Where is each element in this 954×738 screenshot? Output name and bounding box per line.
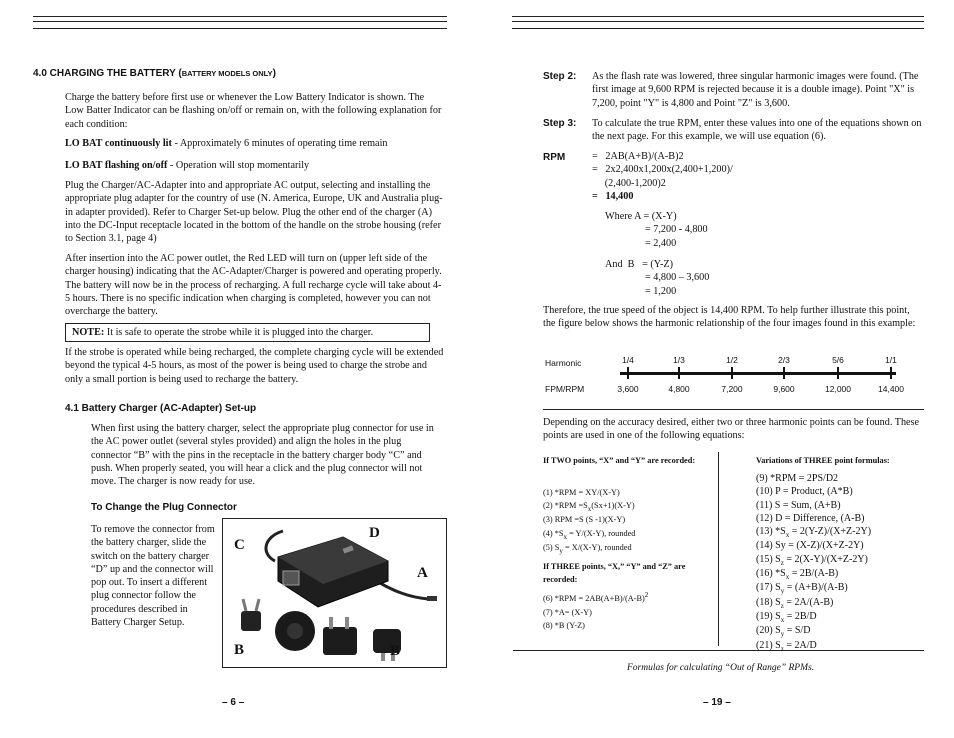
harmonic-fraction-label: 1/3 — [673, 355, 685, 365]
formula-line: (19) $S_x = 2B/D$ — [756, 610, 817, 624]
formula-line: (7) *A= (X-Y) — [543, 608, 592, 618]
top-rule — [33, 21, 447, 22]
top-rule — [512, 16, 924, 17]
lo-bat-continuous-label: LO BAT continuously lit — [65, 138, 172, 149]
lo-bat-continuous — [65, 137, 445, 150]
harmonic-tick — [837, 367, 839, 379]
formula-line: (12) D = Difference, (A-B) — [756, 512, 865, 524]
andb-line: = 1,200 — [645, 285, 677, 297]
subsection-paragraph: When first using the battery charger, select the appropriate plug connector for use in the AC power outlet (several styles provided) and align the holes in the plug connector “B” with the pins in the receptacle in the battery charger body “C” and push. When properly seated, you will hear a click and the plug connector will not move. The charger is now ready for use. — [91, 423, 434, 488]
formula-line: (10) P = Product, (A*B) — [756, 486, 853, 498]
harmonic-tick — [627, 367, 629, 379]
step3-label: Step 3: — [543, 118, 577, 129]
formula-line: (3) RPM =S (S -1)(X-Y) — [543, 515, 626, 525]
harmonic-fraction-label: 2/3 — [778, 355, 790, 365]
harmonic-tick — [783, 367, 785, 379]
where-a — [605, 210, 805, 250]
and-b — [605, 258, 805, 298]
note-text: It is safe to operate the strobe while it is plugged into the charger. — [104, 327, 374, 338]
strobe-recharge-paragraph: If the strobe is operated while being recharged, the complete charging cycle will be extended beyond the typical 4-5 hours, as most of the power is being used to charge the strobe and only a small portion is being used to recharge the battery. — [65, 347, 444, 385]
fpm-label: FPM/RPM — [545, 384, 585, 394]
plug-adapter-na — [323, 617, 357, 655]
formula-line: (9) *RPM = 2PS/D2 — [756, 473, 839, 484]
rpm-result: = 14,400 — [592, 190, 634, 202]
subsection-title: 4.1 Battery Charger (AC-Adapter) Set-up — [65, 403, 257, 414]
formula-line: (13) $*S_x = 2(Y-Z)/(X+Z-2Y)$ — [756, 526, 872, 540]
formula-line: (5) $S_y = X/(X-Y)$, rounded — [543, 542, 632, 555]
section-title-close: ) — [272, 68, 276, 79]
formula-line: (18) $S_z = 2A/(A-B)$ — [756, 596, 834, 610]
harmonic-fraction-label: 1/2 — [726, 355, 738, 365]
harmonic-axis-line — [620, 372, 896, 375]
harmonic-tick — [731, 367, 733, 379]
dc-plug-a — [427, 596, 437, 601]
harmonic-tick — [678, 367, 680, 379]
harmonic-fraction-label: 1/4 — [622, 355, 634, 365]
where-line: = 7,200 - 4,800 — [645, 224, 708, 236]
rpm-equation — [592, 150, 792, 203]
therefore-paragraph: Therefore, the true speed of the object is 14,400 RPM. To help further illustrate this point, the figure below shows the harmonic relationship of the four images found in this example: — [543, 305, 916, 330]
divider-rule — [543, 409, 924, 410]
formula-line: (8) *B (Y-Z) — [543, 621, 585, 631]
photo-label-d: D — [369, 525, 380, 541]
section-title-main: 4.0 CHARGING THE BATTERY ( — [33, 68, 182, 79]
figure-caption: Formulas for calculating “Out of Range” RPMs. — [627, 663, 815, 673]
two-points-list — [543, 486, 718, 555]
rpm-line: (2,400-1,200)2 — [592, 177, 666, 189]
lo-bat-flashing-label: LO BAT flashing on/off — [65, 160, 168, 171]
formula-line: (4) $*S_x = Y/(X-Y)$, rounded — [543, 528, 636, 541]
bottom-rule — [513, 650, 924, 651]
fpm-value-label: 4,800 — [668, 384, 690, 394]
formula-line: (16) $*S_x = 2B/(A-B)$ — [756, 568, 839, 582]
photo-label-c: C — [234, 537, 245, 553]
top-rule — [512, 21, 924, 22]
depending-paragraph: Depending on the accuracy desired, either two or three harmonic points can be found. These points are used in one of the following equations: — [543, 417, 920, 442]
harmonic-tick — [890, 367, 892, 379]
lo-bat-continuous-text: - Approximately 6 minutes of operating time remain — [171, 138, 388, 149]
lo-bat-flashing — [65, 159, 445, 172]
note-box — [65, 323, 430, 342]
photo-label-a: A — [417, 565, 428, 581]
formula-line: (6) $*RPM = 2AB(A+B)/(A-B)^2$ — [543, 591, 649, 603]
photo-label-b-left: B — [234, 642, 245, 658]
note-label: NOTE: — [72, 327, 105, 338]
formula-line: (14) Sy = (X-Z)/(X+Z-2Y) — [756, 540, 864, 552]
fpm-value-label: 14,400 — [878, 384, 904, 394]
harmonic-fraction-label: 5/6 — [832, 355, 844, 365]
page-number-right: – 19 – — [703, 697, 731, 708]
plug-adapter-europe — [241, 599, 261, 631]
andb-line: And B = (Y-Z) — [605, 259, 673, 270]
charger-illustration — [223, 519, 446, 667]
intro-paragraph: Charge the battery before first use or whenever the Low Battery Indicator is shown. The Low Batter Indicator can be flashing on/off or remain on, with the following explanation for each condition: — [65, 92, 442, 130]
formula-line: (11) S = Sum, (A+B) — [756, 499, 841, 511]
photo-label-b-right: B — [390, 643, 401, 659]
top-rule — [33, 28, 447, 29]
formula-line: (21) $S_z = 2A/D$ — [756, 639, 817, 653]
formula-line: (2) $*RPM =S_x(Sx+1)(X-Y)$ — [543, 501, 635, 514]
after-insertion-paragraph: After insertion into the AC power outlet, the Red LED will turn on (upper left side of the charger housing) indicating that the AC-Adapter/Charger is powered and operating properly. The battery will now be in the process of recharging. A full recharge cycle will take about 4-5 hours. There is no specific indication when charging is completed, however you can not overcharge the battery. — [65, 253, 442, 318]
formula-line: (1) *RPM = XY/(X-Y) — [543, 488, 620, 497]
variations-list — [756, 472, 926, 653]
step3-text: To calculate the true RPM, enter these values into one of the equations shown on the next page. For this example, we will use equation (6). — [592, 118, 922, 143]
section-title-small-caps: BATTERY MODELS ONLY — [181, 69, 273, 78]
variations-title: Variations of THREE point formulas: — [756, 456, 890, 465]
formula-line: (20) $S_y = S/D$ — [756, 625, 811, 639]
rpm-line: = 2x2,400x1,200x(2,400+1,200)/ — [592, 164, 733, 176]
step2-text: As the flash rate was lowered, three singular harmonic images were found. (The first image at 9,600 RPM is rejected because it is a double image). Point "X" is 7,200, point "Y" is 4,800 and Point "Z" is 3,600. — [592, 71, 919, 109]
top-rule — [33, 16, 447, 17]
page-number-left: – 6 – — [222, 697, 245, 708]
plug-receptacle — [283, 571, 299, 585]
fpm-value-label: 9,600 — [773, 384, 795, 394]
step2-label: Step 2: — [543, 71, 577, 82]
formula-line: (15) $S_z = 2(X-Y)/(X+Z-2Y)$ — [756, 553, 868, 567]
fpm-value-label: 3,600 — [617, 384, 639, 394]
formula-line: (17) $S_y = (A+B)/(A-B)$ — [756, 582, 848, 596]
rpm-line: = 2AB(A+B)/(A-B)2 — [592, 151, 684, 162]
change-plug-title: To Change the Plug Connector — [91, 502, 237, 513]
change-plug-paragraph: To remove the connector from the battery charger, slide the switch on the battery charger “D” up and the connector will pop out. To insert a different plug connector follow the procedures described in Battery Charger Setup. — [91, 524, 215, 629]
plug-adapter-australia — [275, 611, 315, 651]
harmonic-fraction-label: 1/1 — [885, 355, 897, 365]
section-title — [33, 68, 276, 79]
top-rule — [512, 28, 924, 29]
where-line: Where A = (X-Y) — [605, 211, 677, 222]
rpm-label: RPM — [543, 152, 566, 163]
plug-paragraph: Plug the Charger/AC-Adapter into and appropriate AC output, selecting and installing the appropriate plug adapter for the country of use (N. America, Europe, UK and Australia plug-in adapter provided). Refer to Charger Set-up below. Plug the other end of the charger (A) into the DC-Input receptacle located in the bottom of the handle on the strobe housing (refer to Section 3.1, page 4) — [65, 180, 443, 245]
charger-photo — [222, 518, 447, 668]
three-points-list — [543, 592, 718, 633]
formula-column-divider — [718, 452, 719, 646]
harmonic-label: Harmonic — [545, 358, 582, 368]
fpm-value-label: 7,200 — [721, 384, 743, 394]
andb-line: = 4,800 – 3,600 — [645, 272, 710, 284]
two-points-title: If TWO points, “X” and “Y” are recorded: — [543, 456, 696, 465]
where-line: = 2,400 — [645, 237, 677, 249]
fpm-value-label: 12,000 — [825, 384, 851, 394]
three-points-title: If THREE points, “X,” “Y” and “Z” are recorded: — [543, 562, 686, 585]
lo-bat-flashing-text: - Operation will stop momentarily — [167, 160, 310, 171]
